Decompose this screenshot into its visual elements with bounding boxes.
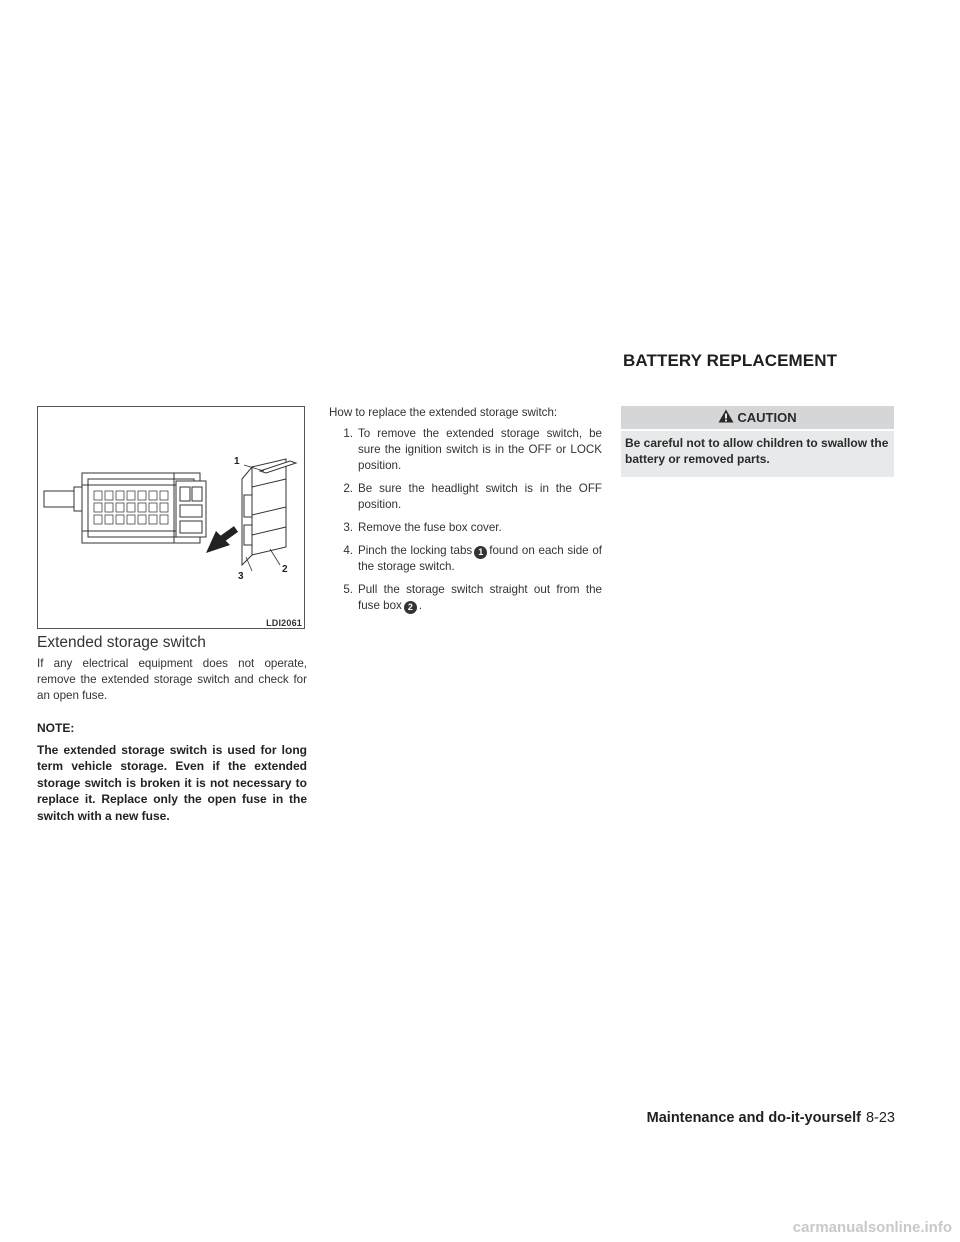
page-footer: [647, 1110, 895, 1126]
caution-header: [621, 406, 894, 429]
warning-triangle-icon: [718, 409, 734, 426]
callout-3: 3: [238, 571, 244, 582]
procedure-steps: [329, 426, 602, 621]
step-1: 1. To remove the extended storage switch, be sure the ignition switch is in the OFF or LOCK position.: [343, 427, 602, 472]
caution-title: CAUTION: [737, 410, 797, 425]
step-5: 5. Pull the storage switch straight out from the fuse box 2 .: [343, 583, 602, 612]
page-number: 8-23: [865, 1110, 895, 1126]
fuse-box-illustration: [38, 407, 304, 628]
step-2: 2. Be sure the headlight switch is in the OFF position.: [343, 482, 602, 511]
watermark: carmanualsonline.info: [792, 1219, 952, 1236]
figure-code: LDI2061: [266, 618, 302, 628]
note-label: NOTE:: [37, 721, 75, 735]
callout-ref-1: 1: [474, 546, 487, 559]
callout-2: 2: [282, 564, 288, 575]
callout-1: 1: [234, 456, 240, 467]
note-body: The extended storage switch is used for long term vehicle storage. Even if the extended storage switch is broken it is not necessary to replace it. Replace only the open fuse in the switch with a new fuse.: [37, 743, 307, 823]
extended-storage-switch-figure: [37, 406, 305, 629]
step-4: 4. Pinch the locking tabs 1 found on each side of the storage switch.: [343, 544, 602, 573]
intro-paragraph: If any electrical equipment does not operate, remove the extended storage switch and check for an open fuse.: [37, 657, 307, 702]
section-heading: Extended storage switch: [37, 634, 206, 651]
callout-ref-2: 2: [404, 601, 417, 614]
procedure-intro: How to replace the extended storage switch:: [329, 406, 558, 419]
caution-body: Be careful not to allow children to swallow the battery or removed parts.: [621, 431, 894, 477]
chapter-title: Maintenance and do-it-yourself: [646, 1110, 861, 1126]
step-3: 3. Remove the fuse box cover.: [343, 521, 502, 534]
caution-box: [621, 406, 894, 477]
section-title: BATTERY REPLACEMENT: [623, 351, 838, 370]
